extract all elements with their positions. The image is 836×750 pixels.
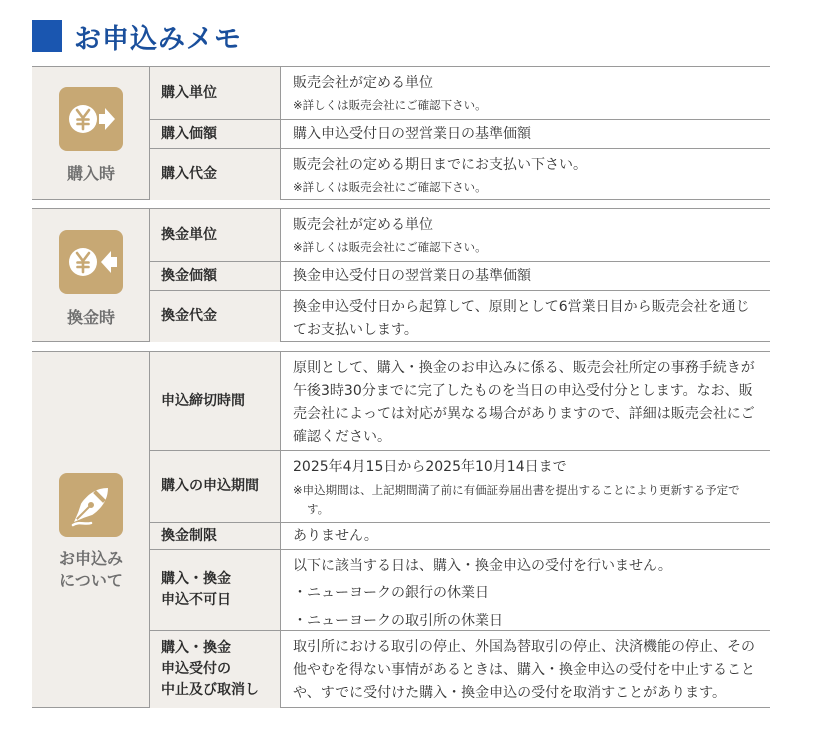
table-row xyxy=(150,631,770,708)
row-heading: 換金単位 xyxy=(150,209,281,261)
row-heading xyxy=(150,550,281,630)
row-text: 2025年4月15日から2025年10月14日まで xyxy=(293,459,567,475)
row-text: ありません。 xyxy=(293,527,378,544)
table-row xyxy=(150,523,770,550)
row-note: ※詳しくは販売会社にご確認下さい。 xyxy=(293,180,487,194)
application-section xyxy=(32,351,770,708)
redemption-category-cell xyxy=(32,209,150,341)
row-heading-line2: 申込不可日 xyxy=(161,592,231,608)
row-content xyxy=(281,149,770,200)
row-heading: 申込締切時間 xyxy=(150,352,281,450)
application-category-label xyxy=(32,548,150,592)
table-row xyxy=(150,451,770,523)
row-heading: 換金価額 xyxy=(150,262,281,290)
row-content xyxy=(281,262,770,290)
row-content xyxy=(281,120,770,148)
row-content xyxy=(281,451,770,522)
fountain-pen-icon xyxy=(59,473,123,537)
row-heading-line1: 購入・換金 xyxy=(161,571,231,587)
row-text: 換金申込受付日から起算して、原則として6営業日目から販売会社を通じてお支払いします。 xyxy=(293,299,750,338)
row-note: ※詳しくは販売会社にご確認下さい。 xyxy=(293,240,487,254)
row-text: 原則として、購入・換金のお申込みに係る、販売会社所定の事務手続きが午後3時30分までに完了したものを当日の申込受付分とします。なお、販売会社によっては対応が異なる場合がありますので、詳細は販売会社にご確認ください。 xyxy=(293,360,755,445)
row-content xyxy=(281,550,770,630)
table-row xyxy=(150,149,770,200)
title-square-marker xyxy=(32,20,62,52)
row-heading-line2: 申込受付の xyxy=(161,661,231,677)
row-text: 換金申込受付日の翌営業日の基準価額 xyxy=(293,267,531,284)
row-heading: 購入単位 xyxy=(150,67,281,119)
yen-arrow-right-icon xyxy=(59,87,123,151)
row-text: 販売会社の定める期日までにお支払い下さい。 xyxy=(293,157,587,173)
purchase-category-label: 購入時 xyxy=(66,164,115,183)
row-heading: 換金代金 xyxy=(150,291,281,342)
table-row xyxy=(150,209,770,262)
purchase-table xyxy=(150,67,770,199)
application-table xyxy=(150,352,770,707)
row-text: 取引所における取引の停止、外国為替取引の停止、決済機能の停止、その他やむを得ない事情があるときは、購入・換金申込の受付を中止することや、すでに受付けた購入・換金申込の受付を取消すことがあります。 xyxy=(293,639,755,701)
page-header xyxy=(32,16,242,56)
row-content xyxy=(281,631,770,708)
table-row xyxy=(150,120,770,149)
table-row xyxy=(150,352,770,451)
table-row xyxy=(150,67,770,120)
table-row xyxy=(150,291,770,342)
row-heading: 購入の申込期間 xyxy=(150,451,281,522)
row-heading: 購入代金 xyxy=(150,149,281,200)
redemption-table xyxy=(150,209,770,341)
yen-arrow-left-icon xyxy=(59,230,123,294)
row-text: 販売会社が定める単位 xyxy=(293,217,433,233)
row-note: ※申込期間は、上記期間満了前に有価証券届出書を提出することにより更新する予定です。 xyxy=(293,483,740,516)
list-item: ・ニューヨークの銀行の休業日 xyxy=(293,585,489,601)
application-label-line1: お申込み xyxy=(58,549,123,568)
row-heading-line3: 中止及び取消し xyxy=(161,682,259,698)
row-heading: 換金制限 xyxy=(150,523,281,549)
row-heading-line1: 購入・換金 xyxy=(161,640,231,656)
application-category-cell xyxy=(32,352,150,707)
row-text: 購入申込受付日の翌営業日の基準価額 xyxy=(293,125,531,142)
row-heading xyxy=(150,631,281,708)
row-note: ※詳しくは販売会社にご確認下さい。 xyxy=(293,98,487,112)
table-row xyxy=(150,550,770,631)
row-heading: 購入価額 xyxy=(150,120,281,148)
row-content xyxy=(281,67,770,119)
row-content xyxy=(281,523,770,549)
row-content xyxy=(281,291,770,342)
purchase-section xyxy=(32,66,770,200)
purchase-category-cell xyxy=(32,67,150,199)
row-text: 販売会社が定める単位 xyxy=(293,75,433,91)
redemption-category-label: 換金時 xyxy=(66,308,115,327)
row-text: 以下に該当する日は、購入・換金申込の受付を行いません。 xyxy=(293,558,672,574)
row-content xyxy=(281,209,770,261)
list-item: ・ニューヨークの取引所の休業日 xyxy=(293,613,503,629)
table-row xyxy=(150,262,770,291)
row-content xyxy=(281,352,770,450)
application-label-line2: について xyxy=(59,571,123,590)
redemption-section xyxy=(32,208,770,342)
page-title: お申込みメモ xyxy=(74,23,242,55)
